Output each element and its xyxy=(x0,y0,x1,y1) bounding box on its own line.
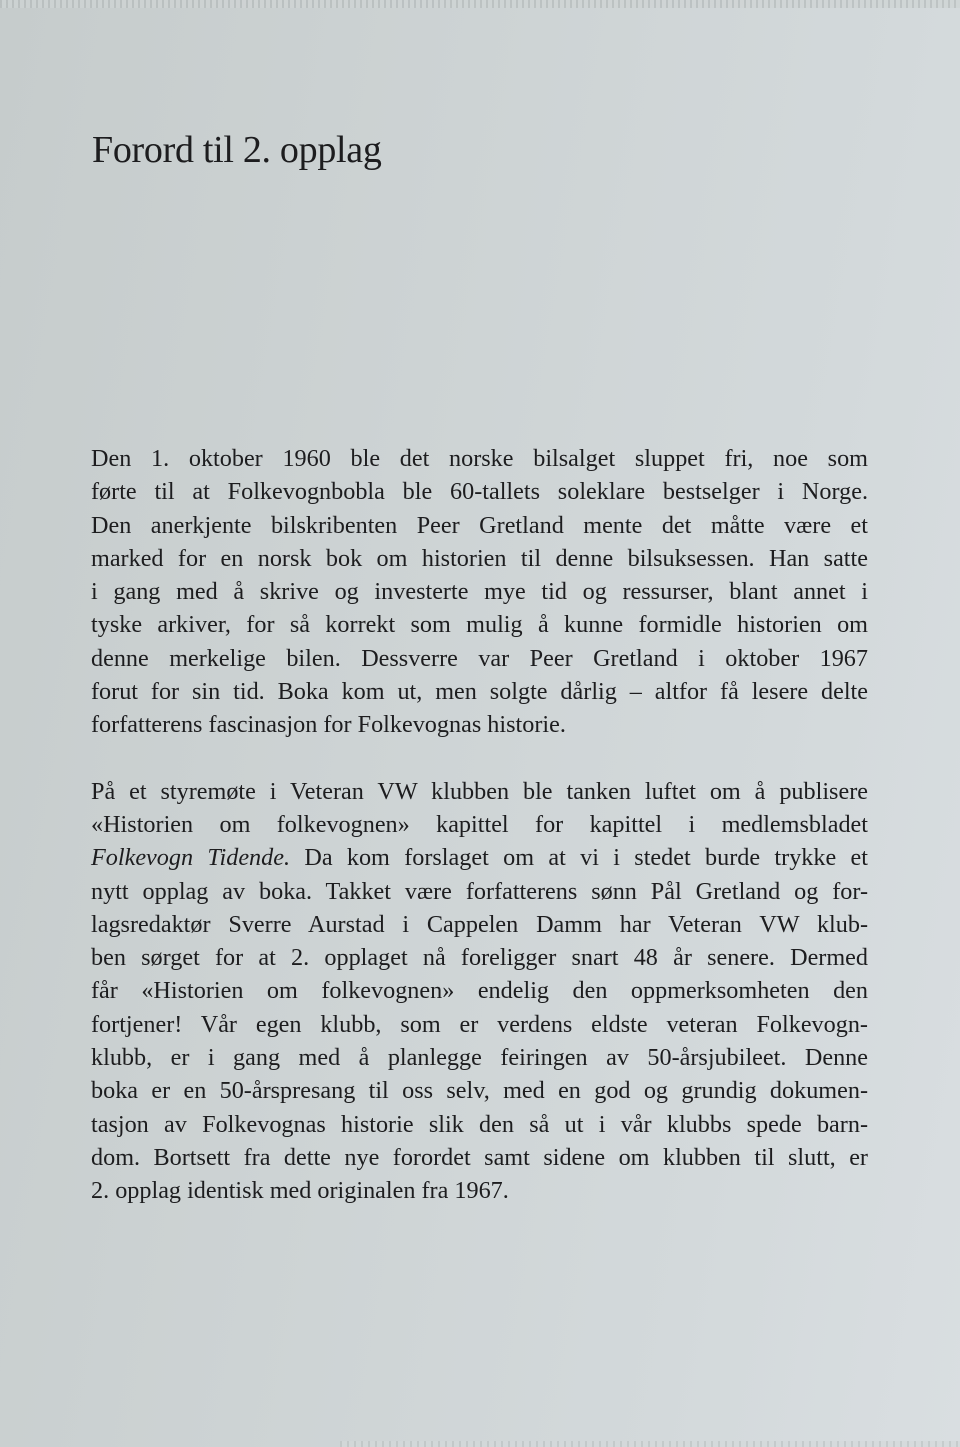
text-line: ben sørget for at 2. opplaget nå foreligger snart 48 år senere. Dermed xyxy=(91,944,868,972)
paragraph-1 xyxy=(91,442,868,742)
text-line: Den anerkjente bilskribenten Peer Gretland mente det måtte være et xyxy=(91,511,868,539)
text-line xyxy=(91,841,868,874)
paragraph-2 xyxy=(91,775,868,1208)
text-line: boka er en 50-årspresang til oss selv, med en god og grundig dokumen- xyxy=(91,1077,868,1105)
text-line: tyske arkiver, for så korrekt som mulig å kunne formidle historien om xyxy=(91,611,868,639)
text-line: i gang med å skrive og investerte mye tid og ressurser, blant annet i xyxy=(91,578,868,606)
text-line: «Historien om folkevognen» kapittel for kapittel i medlemsbladet xyxy=(91,810,868,838)
text-line: fortjener! Vår egen klubb, som er verdens eldste veteran Folkevogn- xyxy=(91,1010,868,1038)
text-line: denne merkelige bilen. Dessverre var Peer Gretland i oktober 1967 xyxy=(91,644,868,672)
chapter-title: Forord til 2. opplag xyxy=(92,129,382,171)
body-text xyxy=(91,442,868,1208)
text-line: tasjon av Folkevognas historie slik den så ut i vår klubbs spede barn- xyxy=(91,1110,868,1138)
text-line: får «Historien om folkevognen» endelig den oppmerksomheten den xyxy=(91,977,868,1005)
page-top-edge xyxy=(0,0,960,8)
text-line: lagsredaktør Sverre Aurstad i Cappelen Damm har Veteran VW klub- xyxy=(91,910,868,938)
text-line: forut for sin tid. Boka kom ut, men solgte dårlig – altfor få lesere delte xyxy=(91,678,868,706)
text-fragment: Da kom forslaget om at vi i stedet burde trykke et xyxy=(290,844,868,872)
text-line: 2. opplag identisk med originalen fra 1967. xyxy=(91,1177,509,1205)
text-line: dom. Bortsett fra dette nye forordet samt sidene om klubben til slutt, er xyxy=(91,1143,868,1171)
text-line: marked for en norsk bok om historien til denne bilsuksessen. Han satte xyxy=(91,544,868,572)
page-bottom-edge xyxy=(340,1441,960,1447)
magazine-title: Folkevogn Tidende. xyxy=(91,844,291,872)
text-line: klubb, er i gang med å planlegge feiringen av 50-årsjubileet. Denne xyxy=(91,1044,868,1072)
text-line: På et styremøte i Veteran VW klubben ble tanken luftet om å publisere xyxy=(91,777,868,805)
text-line: forfatterens fascinasjon for Folkevognas historie. xyxy=(91,711,566,739)
text-line: nytt opplag av boka. Takket være forfatterens sønn Pål Gretland og for- xyxy=(91,877,868,905)
text-line: førte til at Folkevognbobla ble 60-tallets soleklare bestselger i Norge. xyxy=(91,478,868,506)
text-line: Den 1. oktober 1960 ble det norske bilsalget sluppet fri, noe som xyxy=(91,445,868,472)
